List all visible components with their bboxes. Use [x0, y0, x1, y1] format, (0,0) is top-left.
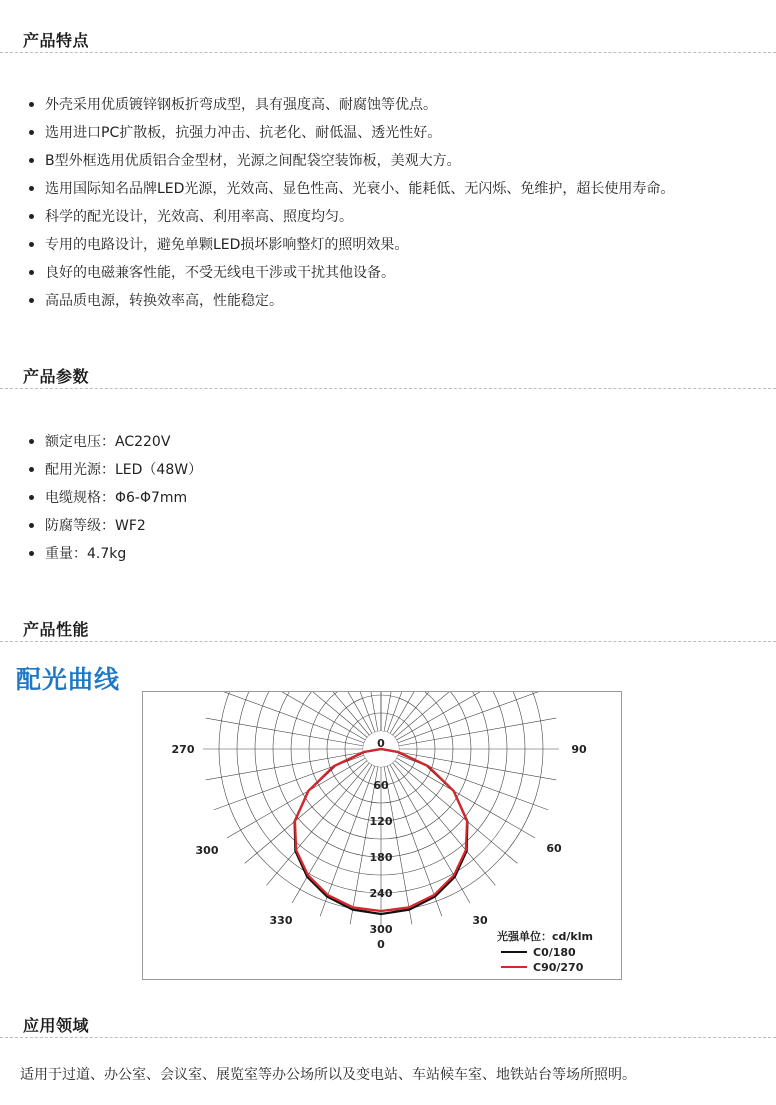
unit-label: 光强单位：cd/klm [497, 930, 593, 943]
param-text: 电缆规格：Φ6-Φ7mm [45, 490, 188, 506]
feature-text: 科学的配光设计，光效高、利用率高、照度均匀。 [45, 209, 353, 225]
angle-label-300: 300 [195, 844, 219, 857]
grid-spoke [267, 749, 381, 885]
legend-label-c90: C90/270 [533, 961, 584, 974]
application-title: 应用领域 [23, 1016, 90, 1035]
feature-text: 专用的电路设计，避免单颗LED损坏影响整灯的照明效果。 [45, 237, 409, 253]
feature-text: B型外框选用优质铝合金型材，光源之间配袋空装饰板，美观大方。 [45, 153, 461, 169]
bullet-icon [29, 439, 34, 444]
grid-spoke [381, 749, 548, 810]
polar-chart [142, 691, 622, 980]
features-header [0, 24, 776, 53]
performance-header [0, 613, 776, 642]
list-item [0, 456, 202, 484]
angle-label-90: 90 [571, 743, 587, 756]
list-item [0, 147, 674, 175]
grid-spoke [381, 692, 495, 749]
angle-label-top: 0 [377, 737, 385, 750]
feature-text: 选用进口PC扩散板，抗强力冲击、抗老化、耐低温、透光性好。 [45, 125, 442, 141]
angle-label-30: 30 [472, 914, 488, 927]
bullet-icon [29, 242, 34, 247]
bullet-icon [29, 270, 34, 275]
bullet-icon [29, 130, 34, 135]
radial-tick-label: 240 [369, 887, 393, 900]
list-item [0, 287, 674, 315]
angle-label-60: 60 [546, 842, 562, 855]
params-header [0, 360, 776, 389]
application-text: 适用于过道、办公室、会议室、展览室等办公场所以及变电站、车站候车室、地铁站台等场所照明。 [20, 1067, 636, 1083]
feature-text: 外壳采用优质镀锌钢板折弯成型，具有强度高、耐腐蚀等优点。 [45, 97, 437, 113]
angle-label-330: 330 [269, 914, 293, 927]
param-text: 防腐等级：WF2 [45, 518, 146, 534]
radial-tick-label: 60 [373, 779, 389, 792]
bullet-icon [29, 102, 34, 107]
list-item [0, 175, 674, 203]
angle-label-bottom: 0 [377, 938, 385, 951]
grid-spoke [214, 749, 381, 810]
grid-spoke [267, 692, 381, 749]
feature-text: 高品质电源，转换效率高，性能稳定。 [45, 293, 283, 309]
chart-title: 配光曲线 [16, 665, 121, 694]
list-item [0, 119, 674, 147]
features-title: 产品特点 [23, 31, 90, 50]
list-item [0, 203, 674, 231]
radial-tick-label: 300 [369, 923, 393, 936]
performance-title: 产品性能 [23, 620, 90, 639]
legend-label-c0: C0/180 [533, 946, 576, 959]
param-text: 重量：4.7kg [45, 546, 127, 562]
bullet-icon [29, 158, 34, 163]
bullet-icon [29, 467, 34, 472]
bullet-icon [29, 298, 34, 303]
bullet-icon [29, 495, 34, 500]
application-header [0, 1009, 776, 1038]
grid-spoke [245, 692, 381, 749]
bullet-icon [29, 186, 34, 191]
params-title: 产品参数 [23, 367, 90, 386]
radial-tick-label: 120 [369, 815, 393, 828]
bullet-icon [29, 523, 34, 528]
feature-text: 良好的电磁兼客性能，不受无线电干涉或干扰其他设备。 [45, 265, 395, 281]
feature-text: 选用国际知名品牌LED光源，光效高、显色性高、光衰小、能耗低、无闪烁、免维护，超长使用寿命。 [45, 181, 675, 197]
polar-chart-svg [143, 692, 621, 979]
param-text: 配用光源：LED（48W） [45, 462, 203, 478]
list-item [0, 428, 202, 456]
list-item [0, 259, 674, 287]
list-item [0, 91, 674, 119]
bullet-icon [29, 214, 34, 219]
grid-spoke [381, 749, 495, 885]
angle-label-270: 270 [171, 743, 195, 756]
params-list [0, 428, 202, 568]
bullet-icon [29, 551, 34, 556]
radial-tick-label: 180 [369, 851, 393, 864]
features-list [0, 91, 674, 315]
list-item [0, 484, 202, 512]
param-text: 额定电压：AC220V [45, 434, 171, 450]
chart-labels [172, 737, 593, 974]
grid-spoke [381, 692, 517, 749]
grid-spoke [381, 749, 517, 863]
list-item [0, 540, 202, 568]
grid-spoke [245, 749, 381, 863]
list-item [0, 231, 674, 259]
list-item [0, 512, 202, 540]
